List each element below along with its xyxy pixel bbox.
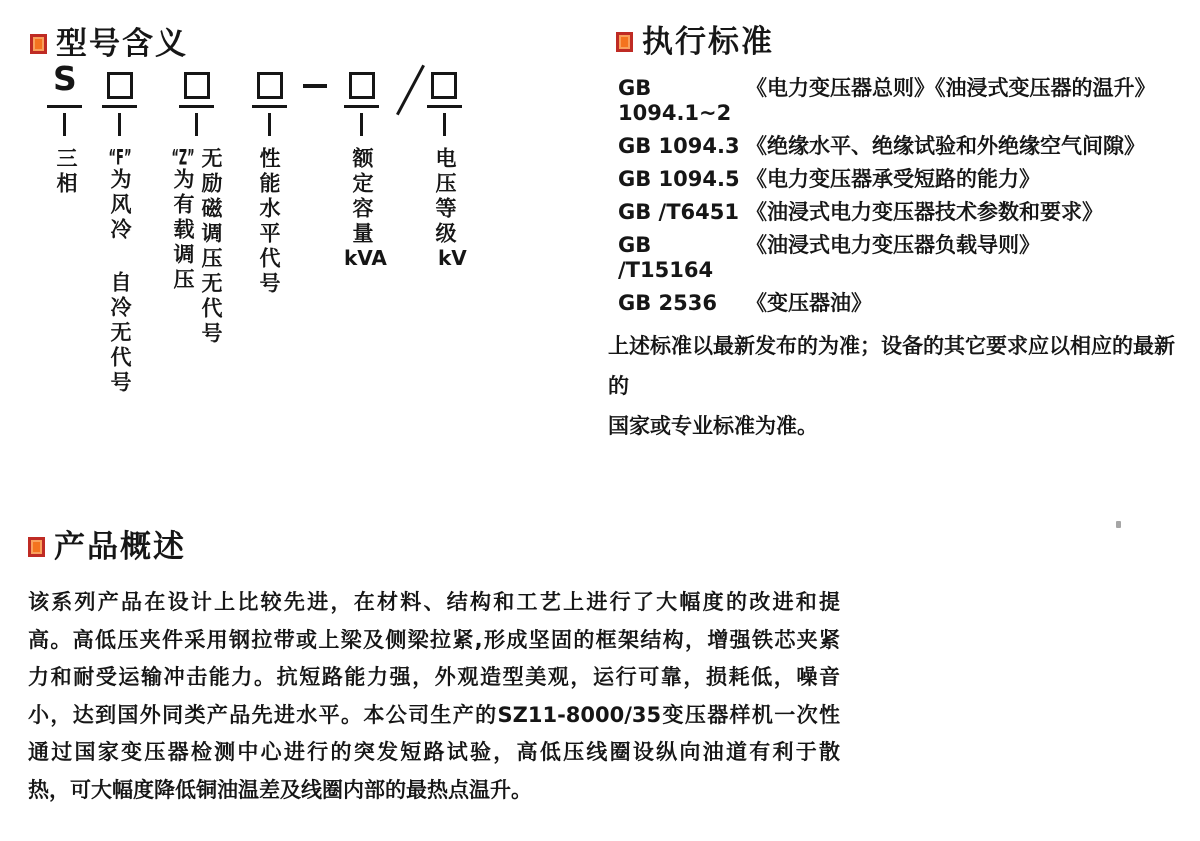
code-box-cooling <box>107 72 133 99</box>
label-tap-onload <box>170 147 195 293</box>
section-bullet-icon <box>28 537 45 557</box>
section-bullet-icon <box>616 32 633 52</box>
paragraph-line: 通过国家变压器检测中心进行的突发短路试验，高低压线圈设纵向油道有利于散 <box>28 740 840 764</box>
standard-name: 《油浸式电力变压器技术参数和要求》 <box>746 200 1103 224</box>
tick-line <box>360 113 363 136</box>
standards-note-line: 上述标准以最新发布的为准；设备的其它要求应以相应的最新的 <box>608 334 1175 398</box>
overview-paragraph <box>28 584 840 809</box>
label-tap-code: “Z” <box>171 147 195 168</box>
label-cooling-code: “F” <box>108 147 132 168</box>
standards-note-line: 国家或专业标准为准。 <box>608 414 818 438</box>
standard-row <box>618 134 1156 159</box>
tick-line <box>63 113 66 136</box>
underline <box>252 105 287 108</box>
standards-note <box>608 326 1183 446</box>
standard-row <box>618 200 1156 225</box>
label-performance: 性能水平代号 <box>257 147 281 297</box>
label-tap-text: 为有载调压 <box>171 168 195 293</box>
overview-section-title: 产品概述 <box>54 529 186 565</box>
voltage-unit: kV <box>438 246 467 270</box>
tick-line <box>268 113 271 136</box>
code-slash <box>396 65 425 116</box>
scan-artifact-dot <box>1116 521 1121 528</box>
standards-section-header <box>616 24 774 60</box>
underline <box>179 105 214 108</box>
standard-code: GB /T6451 <box>618 200 739 224</box>
model-section-header <box>30 26 188 62</box>
overview-section-header <box>28 529 186 565</box>
standard-name: 《电力变压器承受短路的能力》 <box>746 167 1040 191</box>
label-tap-offcircuit: 无励磁调压无代号 <box>199 147 223 347</box>
tick-line <box>118 113 121 136</box>
code-dash <box>303 84 327 88</box>
standard-row <box>618 76 1156 126</box>
code-symbol-s: S <box>53 59 77 98</box>
standard-code: GB /T15164 <box>618 233 714 282</box>
code-box-performance <box>257 72 283 99</box>
standard-name: 《电力变压器总则》《油浸式变压器的温升》 <box>746 76 1156 100</box>
label-voltage: 电压等级 <box>433 147 457 247</box>
code-box-voltage <box>431 72 457 99</box>
model-section-title: 型号含义 <box>56 26 188 62</box>
standard-name: 《绝缘水平、绝缘试验和外绝缘空气间隙》 <box>746 134 1145 158</box>
standard-code: GB 1094.3 <box>618 134 740 158</box>
label-capacity: 额定容量 <box>350 147 374 247</box>
tick-line <box>443 113 446 136</box>
capacity-unit: kVA <box>344 246 387 270</box>
standard-code: GB 1094.1~2 <box>618 76 732 125</box>
standard-code: GB 1094.5 <box>618 167 740 191</box>
underline <box>344 105 379 108</box>
paragraph-line: 力和耐受运输冲击能力。抗短路能力强，外观造型美观，运行可靠，损耗低，噪音 <box>28 665 840 689</box>
paragraph-line: 该系列产品在设计上比较先进，在材料、结构和工艺上进行了大幅度的改进和提 <box>28 590 840 614</box>
underline <box>47 105 82 108</box>
paragraph-line: 小，达到国外同类产品先进水平。本公司生产的SZ11-8000/35变压器样机一次性 <box>28 702 840 727</box>
standards-list <box>618 76 1156 324</box>
label-cooling <box>107 147 132 396</box>
tick-line <box>195 113 198 136</box>
label-phase: 三相 <box>54 147 78 197</box>
underline <box>102 105 137 108</box>
standard-row <box>618 167 1156 192</box>
code-box-capacity <box>349 72 375 99</box>
label-cooling-text: 为风冷 自冷无代号 <box>108 168 132 396</box>
standard-row <box>618 291 1156 316</box>
underline <box>427 105 462 108</box>
standards-section-title: 执行标准 <box>642 24 774 60</box>
standard-name: 《油浸式电力变压器负载导则》 <box>746 233 1040 257</box>
section-bullet-icon <box>30 34 47 54</box>
paragraph-line: 热，可大幅度降低铜油温差及线圈内部的最热点温升。 <box>28 777 532 802</box>
standard-code: GB 2536 <box>618 291 718 315</box>
standard-name: 《变压器油》 <box>746 291 872 315</box>
code-box-tap <box>184 72 210 99</box>
paragraph-line: 高。高低压夹件采用钢拉带或上梁及侧梁拉紧,形成坚固的框架结构，增强铁芯夹紧 <box>28 627 840 652</box>
standard-row <box>618 233 1156 283</box>
